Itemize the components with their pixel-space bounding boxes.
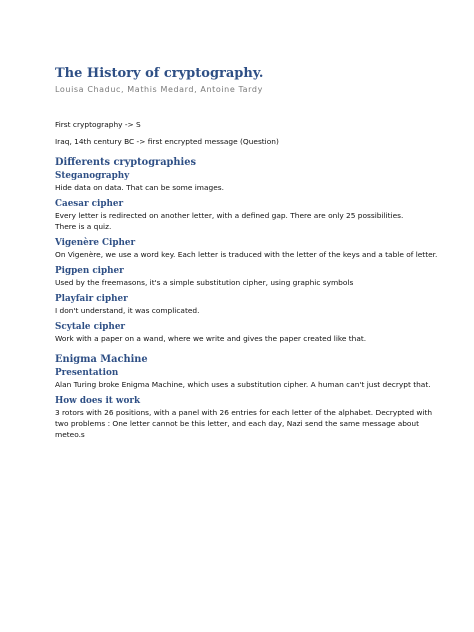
first-cryptography-line: First cryptography -> S [55, 120, 141, 129]
how-text-line-2: two problems : One letter cannot be this letter, and each day, Nazi send the same message about [55, 419, 420, 428]
caesar-text-line-1: Every letter is redirected on another letter, with a defined gap. There are only 25 possibilities. [55, 211, 404, 220]
section-cryptographies [55, 156, 438, 344]
how-text-line-1: 3 rotors with 26 positions, with a panel with 26 entries for each letter of the alphabet. Decrypted with [55, 408, 433, 417]
heading-scytale-cipher: Scytale cipher [55, 322, 126, 332]
heading-enigma-machine: Enigma Machine [55, 354, 148, 365]
iraq-line: Iraq, 14th century BC -> first encrypted message (Question) [55, 137, 279, 146]
heading-differents-cryptographies: Differents cryptographies [55, 157, 196, 168]
pigpen-text: Used by the freemasons, it's a simple substitution cipher, using graphic symbols [55, 278, 354, 287]
heading-presentation: Presentation [55, 368, 119, 378]
heading-playfair-cipher: Playfair cipher [55, 294, 128, 304]
presentation-text: Alan Turing broke Enigma Machine, which uses a substitution cipher. A human can't just decrypt that. [55, 380, 431, 389]
heading-how-does-it-work: How does it work [55, 396, 141, 406]
heading-caesar-cipher: Caesar cipher [55, 199, 124, 209]
heading-pigpen-cipher: Pigpen cipher [55, 266, 124, 276]
heading-vigenere-cipher: Vigenère Cipher [55, 238, 136, 248]
heading-steganography: Steganography [55, 171, 130, 181]
scytale-text: Work with a paper on a wand, where we write and gives the paper created like that. [55, 334, 367, 343]
playfair-text: I don't understand, it was complicated. [55, 306, 200, 315]
vigenere-text: On Vigenère, we use a word key. Each letter is traduced with the letter of the keys and a table of letter. [55, 250, 438, 259]
section-enigma [55, 353, 433, 440]
how-text-line-3: meteo.s [55, 430, 85, 439]
document-title: The History of cryptography. [55, 66, 264, 81]
document-authors: Louisa Chaduc, Mathis Medard, Antoine Tardy [55, 85, 263, 94]
steganography-text: Hide data on data. That can be some images. [55, 183, 224, 192]
caesar-text-line-2: There is a quiz. [55, 222, 112, 231]
